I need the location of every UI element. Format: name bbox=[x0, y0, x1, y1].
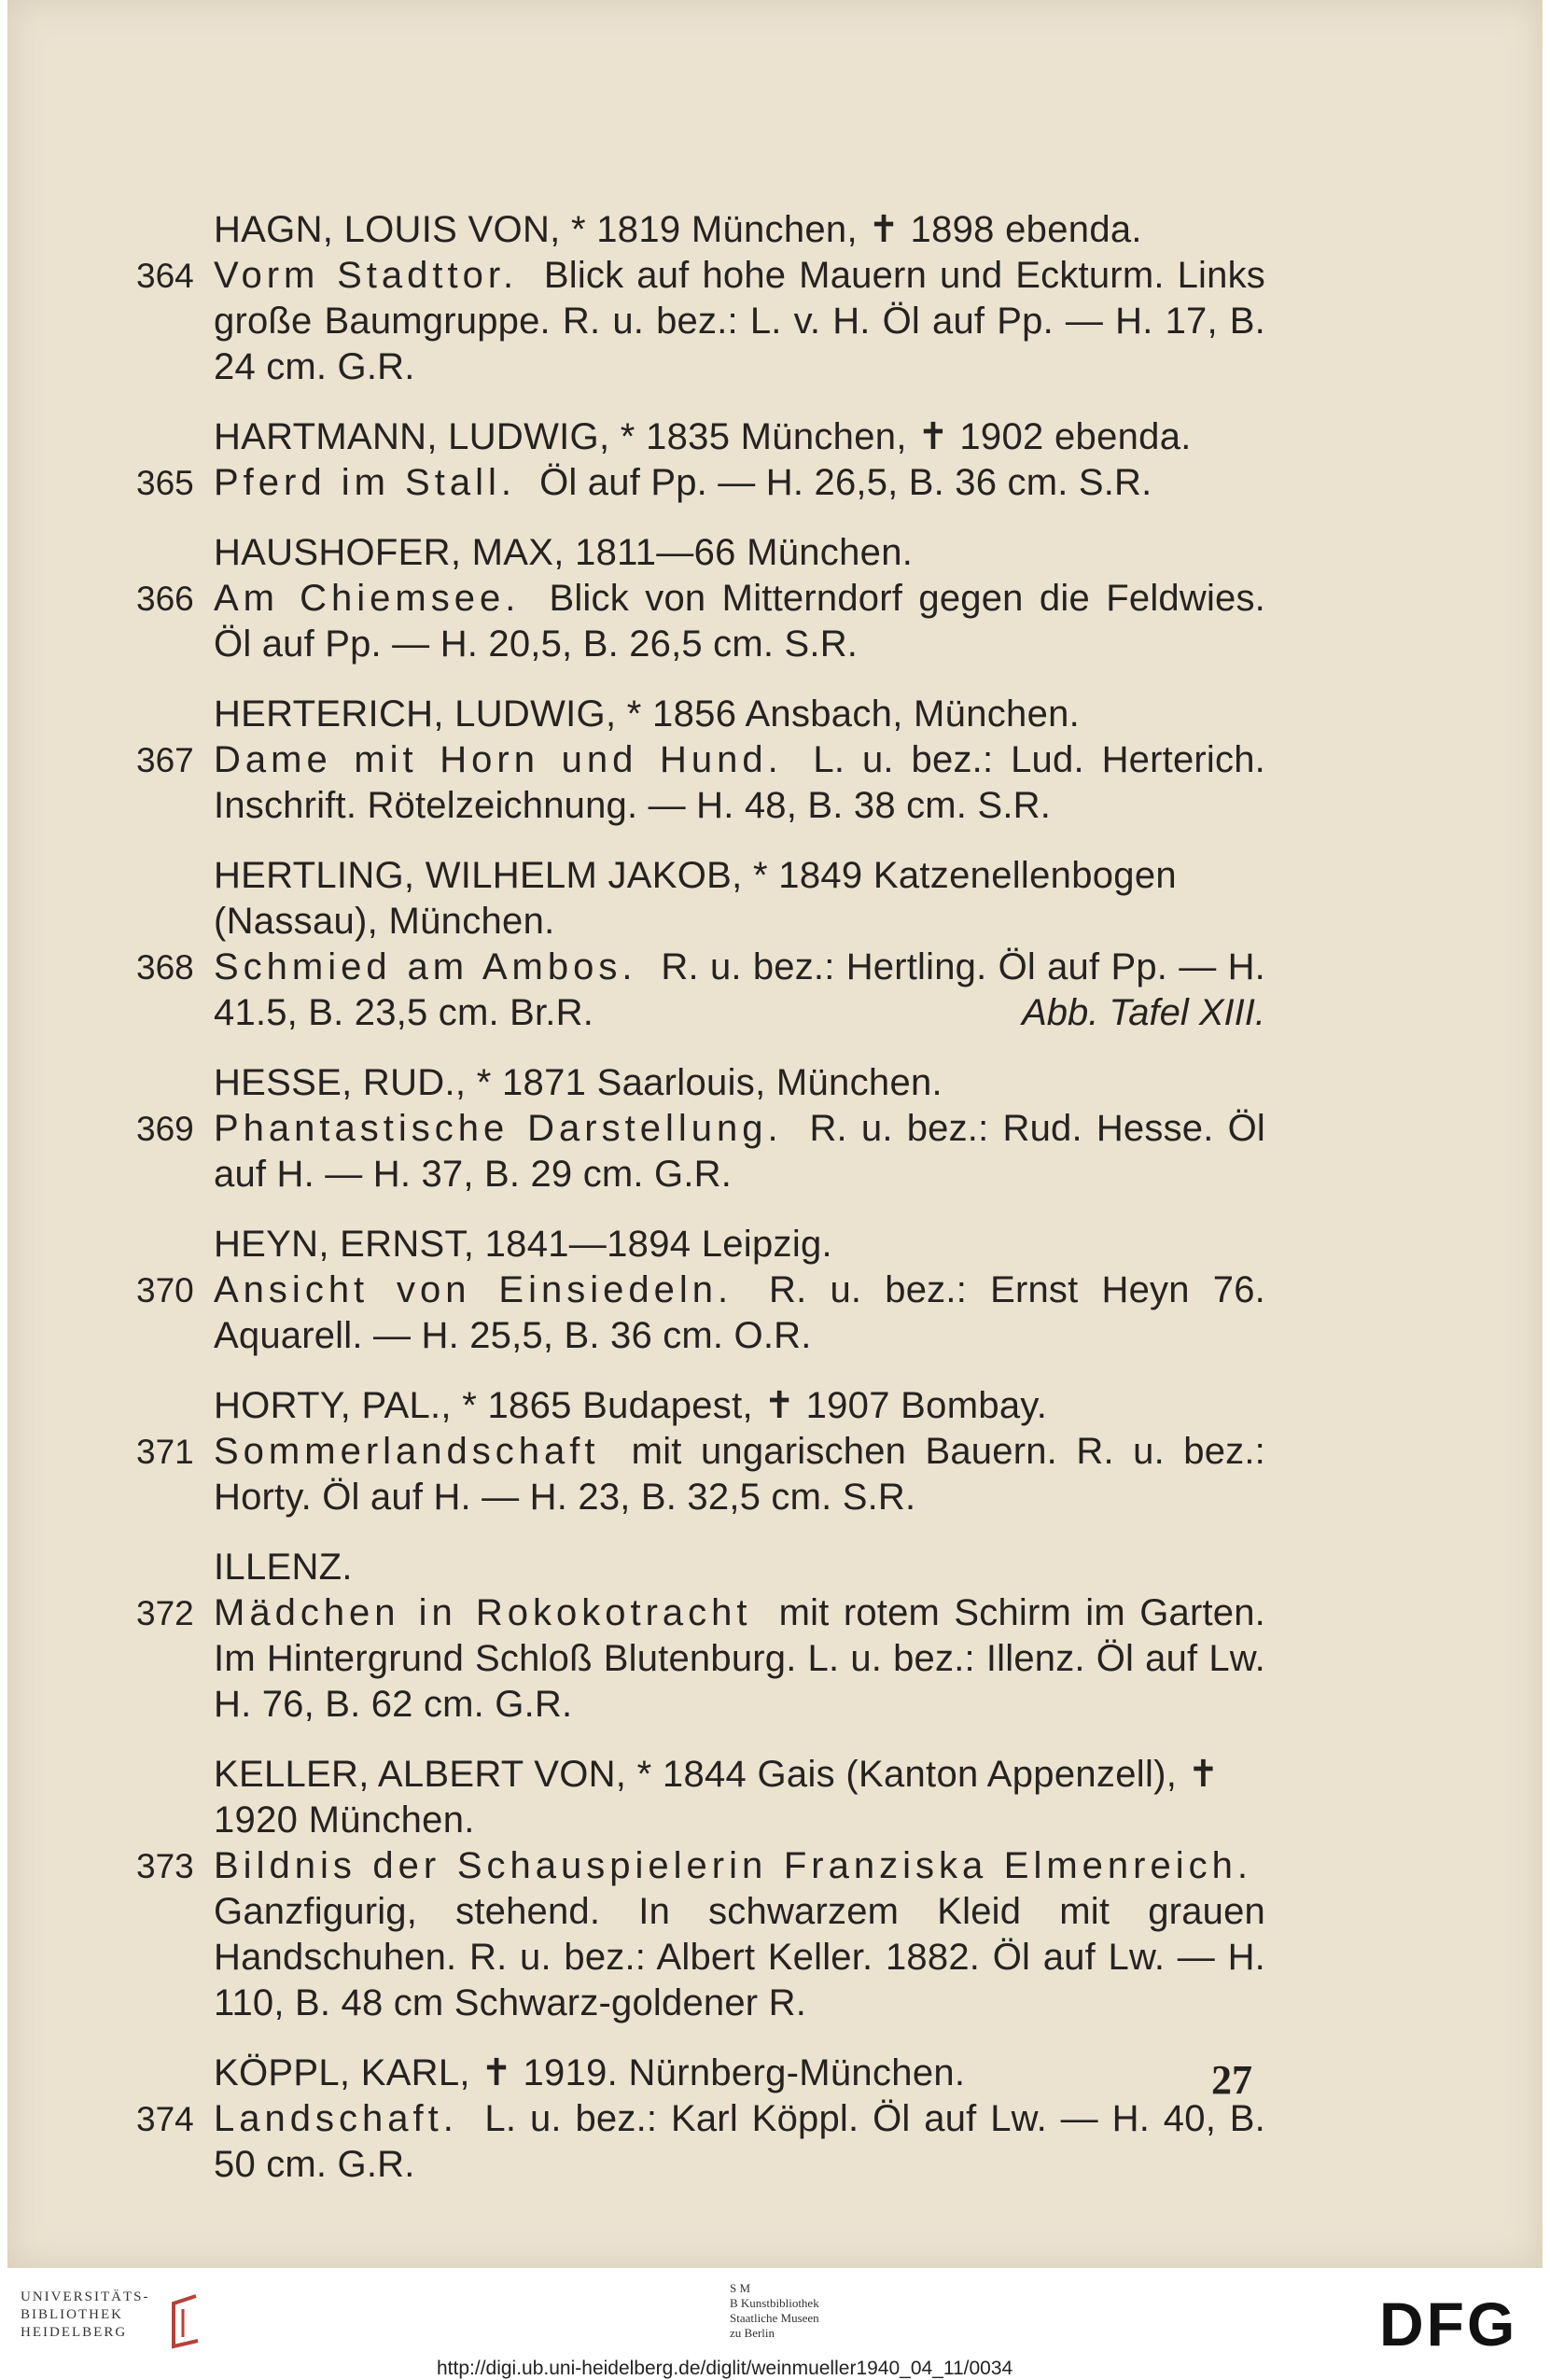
lot-entry bbox=[136, 576, 1265, 667]
catalog-entry bbox=[136, 1545, 1265, 1728]
catalog-entry bbox=[136, 2051, 1265, 2188]
artwork-description: Öl auf Pp. — H. 26,5, B. 36 cm. S.R. bbox=[539, 462, 1152, 503]
artwork-title: Mädchen in Rokokotracht bbox=[214, 1592, 752, 1633]
artist-heading: KÖPPL, KARL, ✝ 1919. Nürnberg-München. bbox=[214, 2052, 966, 2093]
scanned-page bbox=[7, 0, 1543, 2268]
catalog-text bbox=[136, 207, 1265, 2188]
lot-entry bbox=[136, 737, 1265, 829]
lot-entry bbox=[136, 1843, 1265, 2026]
artwork-title: Phantastische Darstellung. bbox=[214, 1108, 783, 1149]
artwork-description: L. u. bez.: Karl Köppl. Öl auf Lw. — H. 40, B. 50 cm. G.R. bbox=[214, 2098, 1265, 2185]
lot-number: 371 bbox=[136, 1433, 194, 1471]
lot-entry bbox=[136, 1590, 1265, 1728]
artwork-title: Ansicht von Einsiedeln. bbox=[214, 1269, 733, 1310]
logo-line: Staatliche Museen bbox=[730, 2311, 819, 2325]
lot-entry bbox=[136, 1267, 1265, 1359]
artwork-title: Sommerlandschaft bbox=[214, 1431, 600, 1472]
catalog-entry bbox=[136, 414, 1265, 506]
lot-number: 366 bbox=[136, 580, 194, 618]
lot-number: 368 bbox=[136, 948, 194, 987]
lot-number: 367 bbox=[136, 741, 194, 779]
catalog-entry bbox=[136, 1383, 1265, 1520]
artwork-title: Landschaft. bbox=[214, 2098, 458, 2139]
catalog-entry bbox=[136, 1060, 1265, 1197]
viewer-footer bbox=[0, 2268, 1550, 2380]
logo-line: B Kunstbibliothek bbox=[730, 2296, 819, 2310]
catalog-entry bbox=[136, 1222, 1265, 1359]
artwork-title: Vorm Stadttor. bbox=[214, 255, 519, 296]
artist-heading: HAUSHOFER, MAX, 1811—66 München. bbox=[214, 532, 914, 573]
lot-entry bbox=[136, 253, 1265, 390]
logo-line: BIBLIOTHEK bbox=[21, 2307, 123, 2322]
artist-heading: HARTMANN, LUDWIG, * 1835 München, ✝ 1902 ebenda. bbox=[214, 416, 1192, 457]
permalink-url[interactable]: http://digi.ub.uni-heidelberg.de/diglit/weinmueller1940_04_11/0034 bbox=[437, 2358, 1013, 2379]
lot-number: 369 bbox=[136, 1110, 194, 1148]
university-library-logo[interactable] bbox=[21, 2289, 207, 2354]
artwork-title: Pferd im Stall. bbox=[214, 462, 516, 503]
lot-number: 374 bbox=[136, 2100, 194, 2138]
artwork-title: Schmied am Ambos. bbox=[214, 946, 637, 987]
artwork-description: Blick auf hohe Mauern und Eckturm. Links große Baumgruppe. R. u. bez.: L. v. H. Öl auf Pp. — H. 17, B. 24 cm. G.R. bbox=[214, 255, 1265, 387]
artist-heading: HESSE, RUD., * 1871 Saarlouis, München. bbox=[214, 1062, 943, 1103]
artwork-description: R. u. bez.: Ernst Heyn 76. Aquarell. — H. 25,5, B. 36 cm. O.R. bbox=[214, 1269, 1265, 1356]
catalog-entry bbox=[136, 207, 1265, 390]
artwork-title: Bildnis der Schauspielerin Franziska Elmenreich. bbox=[214, 1845, 1252, 1886]
library-emblem-icon bbox=[161, 2290, 207, 2352]
artist-heading: ILLENZ. bbox=[214, 1547, 353, 1588]
page-number: 27 bbox=[1211, 2057, 1252, 2103]
artwork-description: Blick von Mitterndorf gegen die Feldwies. Öl auf Pp. — H. 20,5, B. 26,5 cm. S.R. bbox=[214, 578, 1265, 665]
dfg-logo[interactable]: DFG bbox=[1379, 2289, 1518, 2359]
catalog-entry bbox=[136, 530, 1265, 667]
lot-number: 370 bbox=[136, 1271, 194, 1309]
lot-entry bbox=[136, 945, 1265, 1036]
smb-kunstbibliothek-logo[interactable] bbox=[730, 2281, 879, 2341]
artwork-title: Dame mit Horn und Hund. bbox=[214, 739, 783, 780]
artist-heading: HERTERICH, LUDWIG, * 1856 Ansbach, München. bbox=[214, 693, 1081, 735]
artwork-description: R. u. bez.: Hertling. Öl auf Pp. — H. 41.5, B. 23,5 cm. Br.R. bbox=[214, 946, 1265, 1033]
catalog-entry bbox=[136, 692, 1265, 829]
lot-entry bbox=[136, 2096, 1265, 2188]
artist-heading: HERTLING, WILHELM JAKOB, * 1849 Katzenellenbogen (Nassau), München. bbox=[214, 855, 1177, 942]
artist-heading: HORTY, PAL., * 1865 Budapest, ✝ 1907 Bombay. bbox=[214, 1385, 1048, 1426]
artist-heading: HAGN, LOUIS VON, * 1819 München, ✝ 1898 ebenda. bbox=[214, 209, 1142, 250]
lot-number: 372 bbox=[136, 1594, 194, 1632]
lot-entry bbox=[136, 1429, 1265, 1520]
artist-heading: KELLER, ALBERT VON, * 1844 Gais (Kanton Appenzell), ✝ 1920 München. bbox=[214, 1754, 1220, 1841]
logo-line: UNIVERSITÄTS- bbox=[21, 2289, 150, 2304]
catalog-entry bbox=[136, 1752, 1265, 2026]
artwork-description: mit ungarischen Bauern. R. u. bez.: Horty. Öl auf H. — H. 23, B. 32,5 cm. S.R. bbox=[214, 1431, 1265, 1518]
plate-reference: Abb. Tafel XIII. bbox=[1022, 992, 1265, 1033]
logo-line: S M bbox=[730, 2281, 751, 2295]
artwork-description: mit rotem Schirm im Garten. Im Hintergrund Schloß Blutenburg. L. u. bez.: Illenz. Öl auf Lw. H. 76, B. 62 cm. G.R. bbox=[214, 1592, 1265, 1725]
logo-line: HEIDELBERG bbox=[21, 2325, 128, 2340]
lot-number: 373 bbox=[136, 1847, 194, 1885]
lot-entry bbox=[136, 460, 1265, 506]
artist-heading: HEYN, ERNST, 1841—1894 Leipzig. bbox=[214, 1224, 832, 1265]
lot-number: 364 bbox=[136, 257, 194, 295]
lot-entry bbox=[136, 1106, 1265, 1197]
artwork-description: L. u. bez.: Lud. Herterich. Inschrift. Rötelzeichnung. — H. 48, B. 38 cm. S.R. bbox=[214, 739, 1265, 826]
artwork-description: Ganzfigurig, stehend. In schwarzem Kleid mit grauen Handschuhen. R. u. bez.: Albert Keller. 1882. Öl auf Lw. — H. 110, B. 48 cm Schwarz-goldener R. bbox=[214, 1891, 1265, 2023]
lot-number: 365 bbox=[136, 464, 194, 502]
catalog-entry bbox=[136, 853, 1265, 1036]
artwork-title: Am Chiemsee. bbox=[214, 578, 521, 619]
logo-line: zu Berlin bbox=[730, 2326, 775, 2340]
artwork-description: R. u. bez.: Rud. Hesse. Öl auf H. — H. 37, B. 29 cm. G.R. bbox=[214, 1108, 1265, 1195]
